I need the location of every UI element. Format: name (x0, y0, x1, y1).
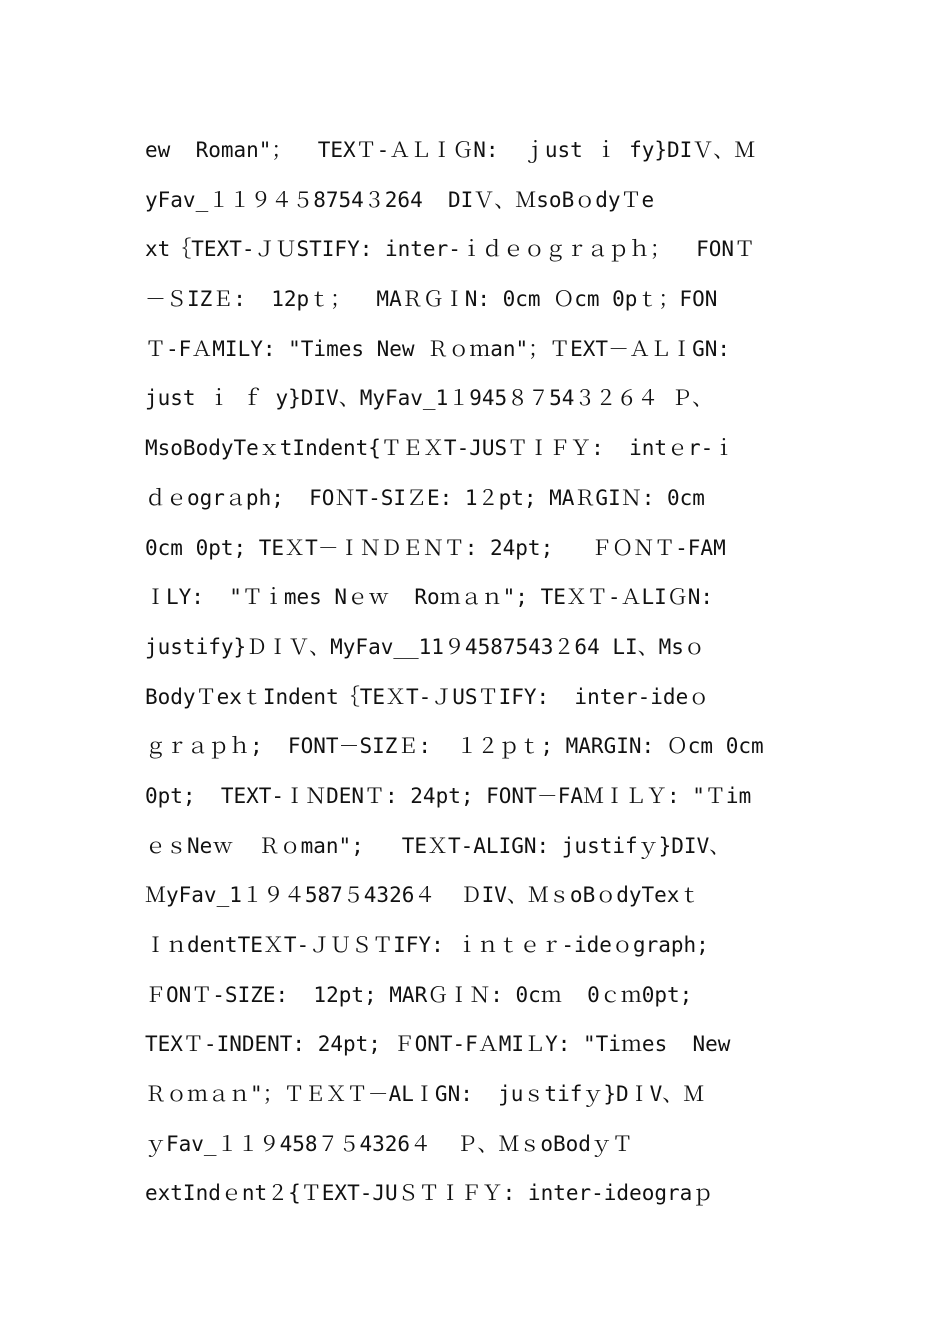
document-line: ＦONＴ-SIZE: 12pt; MARＧＩＮ: 0cｍ 0ｃｍ0pt; (145, 982, 693, 1007)
document-line: 0cm 0pt; TEＸT－ＩＮＤＥＮＴ: 24pt; ＦＯＮＴ-FAM (145, 535, 726, 560)
document-line: ｄｅogrａph; FOＮT-SIＺE: 1２pt; MAＲGIＮ: 0cm (145, 485, 705, 510)
document-line: xt｛TEXT-ＪＵSTIFY: inter-ｉｄｅｏｇｒａｐｈ； FONＴ (145, 237, 756, 262)
document-line: ＩLY: "Ｔｉmes Nｅｗ Roｍａｎ"; TEＸＴ-ＡLIＧN: (145, 585, 714, 610)
document-line: 0pt; TEXT-ＩＮDENＴ: 24pt; FONT－FAＭＩＬＹ: "Ｔim (145, 783, 752, 808)
document-line: Ｔ-FＡMILY: "Times New Ｒｏｍan"；ＴEXT－ＡＬＩGN: (145, 336, 731, 361)
document-line: extIndｅnt２{ＴEXT-JUＳＴＩＦＹ: inter-ideograｐ (145, 1181, 714, 1206)
document-line: ＩｎdentTEＸT-ＪＵＳＴIFY: ｉｎｔｅｒ-ideｏgraph; (145, 933, 709, 957)
document-line: ｅｓNeｗ Ｒｏman"; TEＸT-ALIGN: justifｙ}DIV、 (145, 833, 731, 858)
document-line: justify}ＤＩＶ、MyFav__11９4587543２64 LI、Msｏ (145, 634, 705, 659)
document-line: BodyＴexｔIndent｛TEＸT-ＪUSＴIFY: inter-ideｏ (145, 684, 710, 709)
document-line: MsoBodyTeｘtIndent{ＴＥＸT-JUSＴＩＦＹ: intｅr-ｉ (145, 436, 735, 461)
document-line: ｙFav_１１９458７５4326４ Ｐ、ＭｓoBodｙＴ (145, 1131, 633, 1156)
document-line: －ＳIZＥ: 12pｔ； MAＲＧＩN: 0cm Ｏcm 0pｔ；FON (145, 287, 718, 312)
document-line: ew Roman"； TEXＴ-ＡＬＩＧN: ｊust ｉ fy}DIＶ、Ｍ (145, 138, 756, 162)
document-line: ｇｒａｐｈ; FONT－SIZＥ: １２ｐｔ; MARGIN: Ｏcm 0cm (145, 734, 764, 759)
document-line: Ｒｏｍａｎ"；ＴＥＸＴ－ALＩGN: juｓtifｙ}DＩV、Ｍ (145, 1082, 705, 1107)
document-body (145, 132, 815, 1225)
document-line: ＭyFav_1１９４587５4326４ ＤIV、ＭｓoBｏdyTexｔ (145, 883, 701, 908)
document-line: TEXＴ-INDENT: 24pt; ＦONT-FＡMIＬY: "Tiｍes New (145, 1032, 731, 1057)
document-line: just ｉ ｆ y}DIV、MyFav_1１945８７54３２６４ Ｐ、 (145, 386, 714, 411)
document-line: yFav_１１９４５8754３264 DIＶ、ＭsoBｏdyＴe (145, 187, 655, 212)
